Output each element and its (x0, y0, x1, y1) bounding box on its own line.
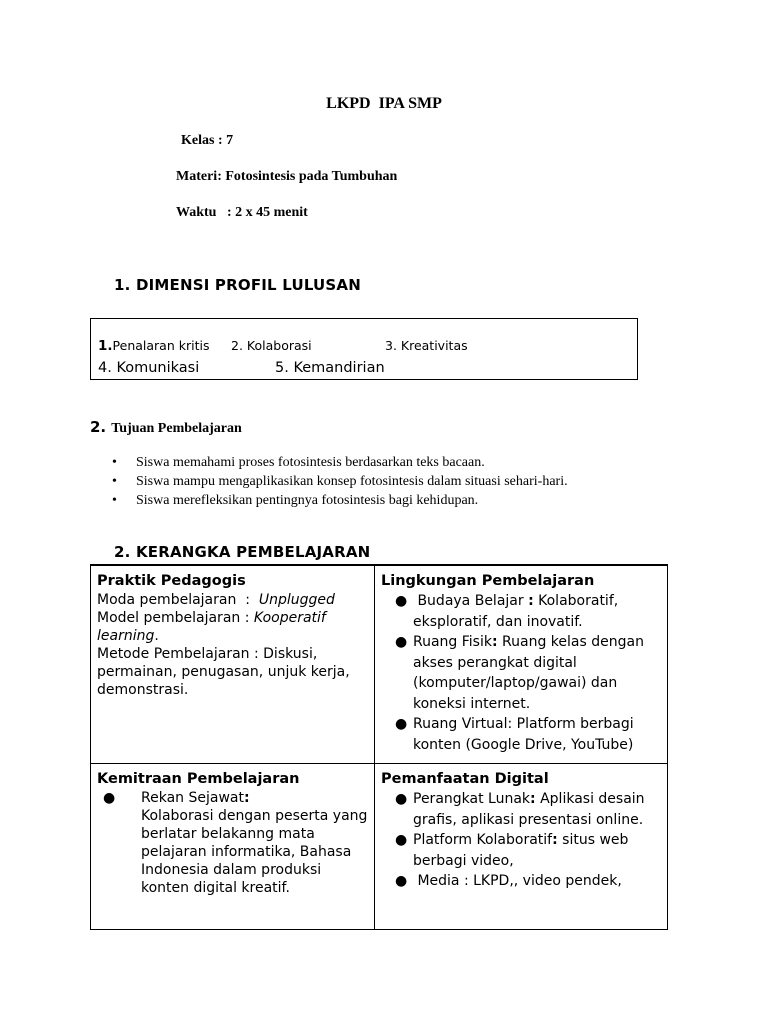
praktik-moda (97, 591, 368, 609)
item-sep: : (243, 790, 250, 806)
waktu-line: Waktu : 2 x 45 menit (176, 205, 308, 220)
kerangka-table (90, 564, 668, 930)
bullet-icon: ● (395, 634, 408, 650)
praktik-moda-label: Moda pembelajaran : (97, 592, 259, 608)
dimensi-item-5: 5. Kemandirian (275, 360, 385, 376)
bullet-icon: ● (395, 716, 408, 732)
cell-lingkungan (375, 565, 668, 764)
item-sep: : (530, 791, 536, 807)
bullet-icon: ● (395, 832, 408, 848)
list-item (381, 591, 661, 632)
list-item (381, 830, 661, 871)
bullet-icon: ● (395, 873, 408, 889)
section-heading-tujuan (90, 417, 242, 437)
item-text: Kolaboratif, eksploratif, dan inovatif. (413, 593, 619, 630)
cell-digital (375, 764, 668, 930)
cell-kemitraan (91, 764, 375, 930)
list-item (381, 632, 661, 714)
item-label: Budaya Belajar (413, 593, 529, 609)
section-heading-kerangka: 2. KERANGKA PEMBELAJARAN (114, 543, 371, 561)
section-heading-dimensi: 1. DIMENSI PROFIL LULUSAN (114, 276, 361, 294)
list-item (381, 789, 661, 830)
praktik-model-end: . (154, 628, 159, 644)
item-text: Ruang kelas dengan akses perangkat digital (komputer/laptop/gawai) dan koneksi internet. (413, 634, 644, 712)
lingkungan-list (381, 591, 661, 755)
praktik-title: Praktik Pedagogis (97, 573, 246, 589)
dimensi-item-1-num: 1. (98, 338, 113, 354)
digital-title: Pemanfaatan Digital (381, 771, 549, 787)
dimensi-row-1 (98, 338, 618, 354)
praktik-moda-value: Unplugged (258, 592, 335, 608)
dimensi-item-2: 2. Kolaborasi (231, 338, 312, 353)
list-item: • Siswa merefleksikan pentingnya fotosintesis bagi kehidupan. (108, 491, 568, 510)
item-label: Media : LKPD,, video pendek, (413, 873, 622, 889)
item-label: Perangkat Lunak (413, 791, 531, 807)
dimensi-item-1: Penalaran kritis (112, 338, 210, 353)
kemitraan-title: Kemitraan Pembelajaran (97, 771, 300, 787)
praktik-model (97, 609, 368, 645)
tujuan-list (108, 453, 568, 510)
dimensi-box (90, 318, 638, 380)
tujuan-number: 2. (90, 418, 107, 436)
praktik-model-label: Model pembelajaran : (97, 610, 254, 626)
item-sep: : (552, 832, 558, 848)
item-label: Ruang Virtual: Platform berbagi konten (Google Drive, YouTube) (413, 716, 634, 753)
list-item: • Siswa mampu mengaplikasikan konsep fotosintesis dalam situasi sehari-hari. (108, 472, 568, 491)
item-label: Platform Kolaboratif (413, 832, 553, 848)
kemitraan-list (97, 789, 368, 897)
materi-line: Materi: Fotosintesis pada Tumbuhan (176, 169, 398, 184)
item-label: Rekan Sejawat (141, 790, 244, 806)
list-item: • Siswa memahami proses fotosintesis berdasarkan teks bacaan. (108, 453, 568, 472)
item-label: Ruang Fisik (413, 634, 492, 650)
list-item (381, 714, 661, 755)
page-title: LKPD IPA SMP (326, 95, 442, 112)
lingkungan-title: Lingkungan Pembelajaran (381, 573, 595, 589)
bullet-icon: ● (103, 790, 116, 806)
item-sep: : (491, 634, 498, 650)
list-item (97, 789, 368, 897)
praktik-model-value: Kooperatif learning (97, 610, 326, 644)
bullet-icon: ● (395, 791, 408, 807)
praktik-metode: Metode Pembelajaran : Diskusi, permainan, penugasan, unjuk kerja, demonstrasi. (97, 646, 350, 698)
cell-praktik (91, 565, 375, 764)
dimensi-row-2 (98, 360, 618, 376)
kelas-line: Kelas : 7 (181, 133, 234, 148)
item-text: situs web berbagi video, (413, 832, 629, 869)
item-sep: : (528, 593, 534, 609)
list-item (381, 871, 661, 892)
tujuan-title: Tujuan Pembelajaran (111, 421, 242, 436)
bullet-icon: ● (395, 593, 408, 609)
item-text: Kolaborasi dengan peserta yang berlatar belakanng mata pelajaran informatika, Bahasa Indonesia dalam produksi konten digital kreatif. (141, 808, 368, 896)
dimensi-item-3: 3. Kreativitas (385, 338, 468, 353)
dimensi-item-4: 4. Komunikasi (98, 360, 200, 376)
digital-list (381, 789, 661, 892)
item-text: Aplikasi desain grafis, aplikasi presentasi online. (413, 791, 645, 828)
